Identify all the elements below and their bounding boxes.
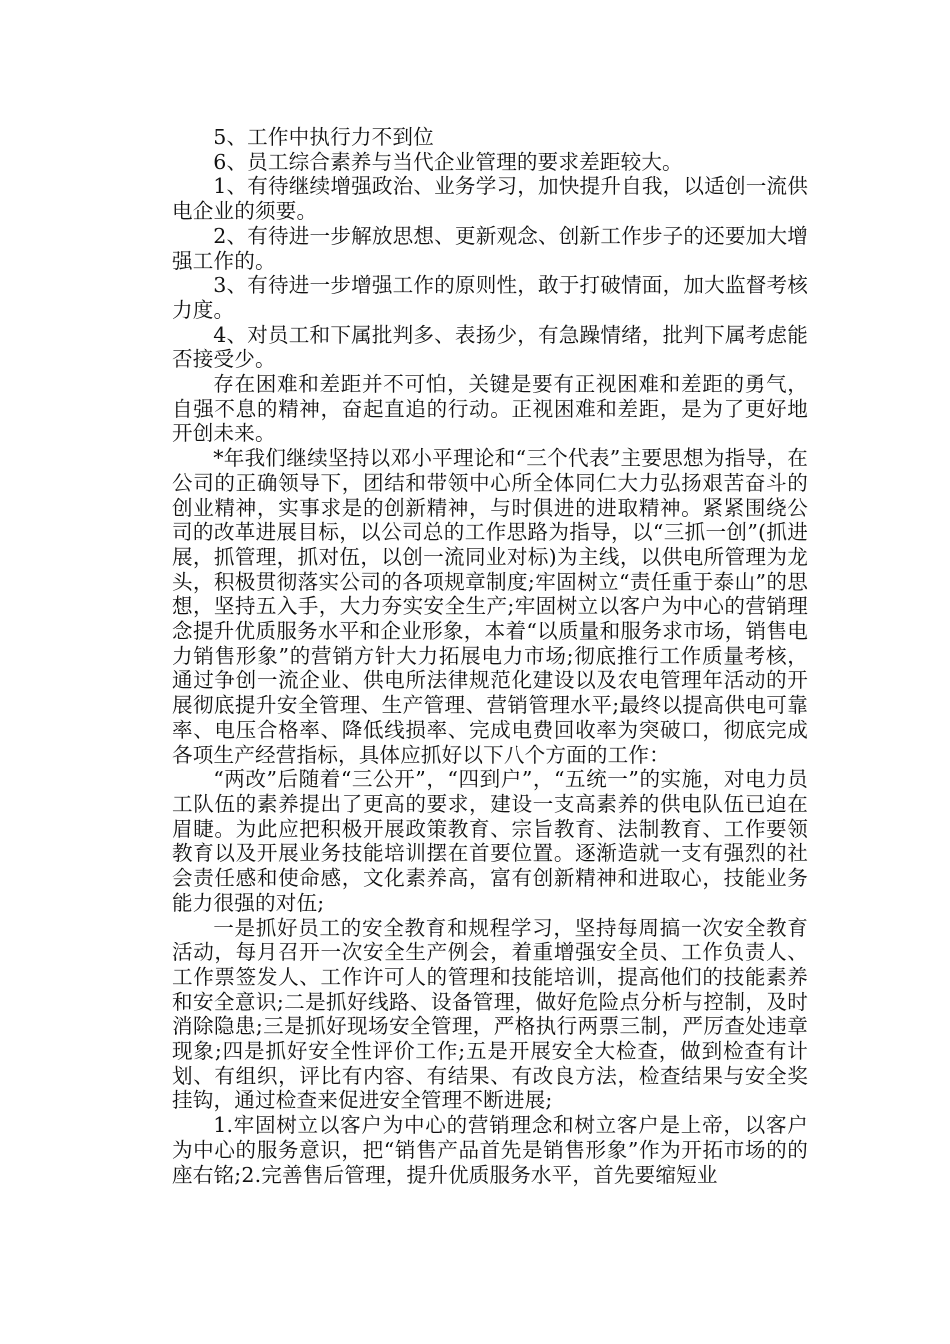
paragraph-measure-3: 3、有待进一步增强工作的原则性，敢于打破情面，加大监督考核力度。 xyxy=(172,273,808,322)
paragraph-difficulties: 存在困难和差距并不可怕，关键是要有正视困难和差距的勇气，自强不息的精神，奋起直追的行动。正视困难和差距，是为了更好地开创未来。 xyxy=(172,372,808,446)
paragraph-annual-plan: *年我们继续坚持以邓小平理论和“三个代表”主要思想为指导，在公司的正确领导下，团结和带领中心所全体同仁大力弘扬艰苦奋斗的创业精神，实事求是的创新精神，与时俱进的进取精神。紧紧围绕公司的改革进展目标，以公司总的工作思路为指导，以“三抓一创”(抓进展，抓管理，抓对伍，以创一流同业对标)为主线，以供电所管理为龙头，积极贯彻落实公司的各项规章制度;牢固树立“责任重于泰山”的思想，坚持五入手，大力夯实安全生产;牢固树立以客户为中心的营销理念提升优质服务水平和企业形象，本着“以质量和服务求市场，销售电力销售形象”的营销方针大力拓展电力市场;彻底推行工作质量考核，通过争创一流企业、供电所法律规范化建设以及农电管理年活动的开展彻底提升安全管理、生产管理、营销管理水平;最终以提高供电可靠率、电压合格率、降低线损率、完成电费回收率为突破口，彻底完成各项生产经营指标，具体应抓好以下八个方面的工作： xyxy=(172,446,808,767)
paragraph-safety-management: 一是抓好员工的安全教育和规程学习，坚持每周搞一次安全教育活动，每月召开一次安全生产例会，着重增强安全员、工作负责人、工作票签发人、工作许可人的管理和技能培训，提高他们的技能素养和安全意识;二是抓好线路、设备管理，做好危险点分析与控制，及时消除隐患;三是抓好现场安全管理，严格执行两票三制，严厉查处违章现象;四是抓好安全性评价工作;五是开展安全大检查，做到检查有计划、有组织，评比有内容、有结果、有改良方法，检查结果与安全奖挂钩，通过检查来促进安全管理不断进展; xyxy=(172,915,808,1113)
paragraph-item-6: 6、员工综合素养与当代企业管理的要求差距较大。 xyxy=(213,149,683,174)
paragraph-item-5: 5、工作中执行力不到位 xyxy=(213,125,434,149)
paragraph-measure-4: 4、对员工和下属批判多、表扬少，有急躁情绪，批判下属考虑能否接受少。 xyxy=(172,322,808,372)
paragraph-staff-quality: “两改”后随着“三公开”，“四到户”，“五统一”的实施，对电力员工队伍的素养提出了更高的要求，建设一支高素养的供电队伍已迫在眉睫。为此应把积极开展政策教育、宗旨教育、法制教育、工作要领教育以及开展业务技能培训摆在首要位置。逐渐造就一支有强烈的社会责任感和使命感，文化素养高，富有创新精神和进取心，技能业务能力很强的对伍; xyxy=(172,767,808,915)
document-body xyxy=(172,125,808,1187)
paragraph-measure-1: 1、有待继续增强政治、业务学习，加快提升自我，以适创一流供电企业的须要。 xyxy=(172,174,808,224)
paragraph-marketing: 1.牢固树立以客户为中心的营销理念和树立客户是上帝，以客户为中心的服务意识，把“销售产品首先是销售形象”作为开拓市场的的座右铭;2.完善售后管理，提升优质服务水平，首先要缩短业 xyxy=(172,1113,808,1187)
paragraph-measure-2: 2、有待进一步解放思想、更新观念、创新工作步子的还要加大增强工作的。 xyxy=(172,223,808,273)
